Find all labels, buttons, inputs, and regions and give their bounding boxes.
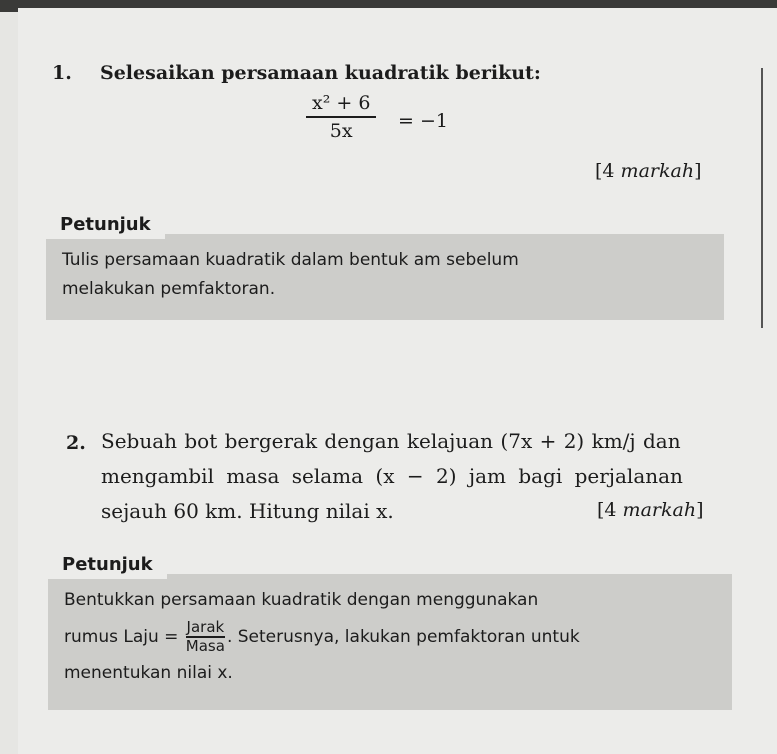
- hint-2-line-3: menentukan nilai x.: [64, 663, 233, 683]
- fraction-bar: [306, 116, 376, 118]
- hint-2-line-2-prefix: rumus Laju =: [64, 627, 184, 647]
- margin-rule: [761, 68, 763, 328]
- hint-1-line-2: melakukan pemfaktoran.: [62, 279, 276, 299]
- marks-open: [4: [597, 499, 623, 521]
- fraction-numerator: x² + 6: [312, 92, 371, 114]
- marks-word: markah: [620, 160, 695, 182]
- formula-denominator: Masa: [185, 636, 225, 655]
- question-2-line-2: mengambil masa selama (x − 2) jam bagi perjalanan: [101, 464, 683, 488]
- equation-rhs: = −1: [398, 110, 448, 132]
- marks-open: [4: [595, 160, 621, 182]
- question-2-marks: [597, 499, 703, 521]
- marks-close: ]: [694, 160, 702, 182]
- hint-1-box: [46, 234, 724, 320]
- question-1-fraction: [306, 92, 376, 142]
- question-1-number: 1.: [52, 62, 72, 84]
- hint-1-line-1: Tulis persamaan kuadratik dalam bentuk am sebelum: [62, 250, 519, 270]
- hint-1-title: Petunjuk: [46, 206, 165, 239]
- question-2-line-1: Sebuah bot bergerak dengan kelajuan (7x + 2) km/j dan: [101, 429, 681, 453]
- fraction-denominator: 5x: [329, 120, 353, 142]
- question-2-number: 2.: [66, 432, 86, 454]
- question-1-marks: [595, 160, 701, 182]
- hint-2-line-1: Bentukkan persamaan kuadratik dengan menggunakan: [64, 590, 539, 610]
- hint-2-line-2-suffix: . Seterusnya, lakukan pemfaktoran untuk: [226, 627, 580, 647]
- question-2-line-3: sejauh 60 km. Hitung nilai x.: [101, 499, 394, 523]
- question-1-text: Selesaikan persamaan kuadratik berikut:: [100, 62, 541, 84]
- marks-word: markah: [622, 499, 697, 521]
- hint-2-title: Petunjuk: [48, 546, 167, 579]
- hint-2-box: [48, 574, 732, 710]
- hint-2-line-2: [64, 615, 718, 659]
- marks-close: ]: [696, 499, 704, 521]
- speed-formula-fraction: [186, 619, 225, 655]
- formula-numerator: Jarak: [186, 618, 225, 637]
